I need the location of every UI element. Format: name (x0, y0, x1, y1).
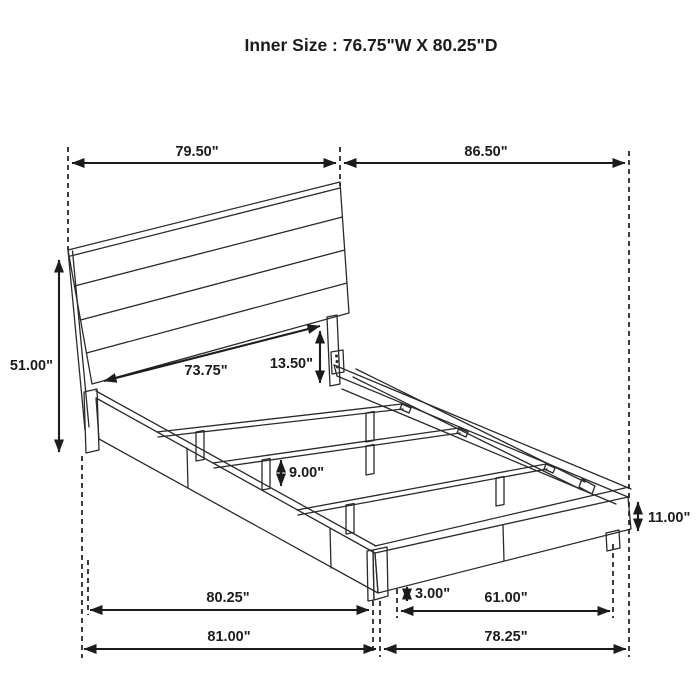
dim-label-overall-length: 81.00" (207, 629, 251, 645)
headboard-plank-line (75, 217, 343, 286)
center-rail-top (356, 369, 585, 482)
foot-rail-top-surface (375, 487, 629, 546)
dim-label-headboard-height: 51.00" (9, 358, 53, 374)
dim-label-top-width-right: 86.50" (464, 144, 508, 160)
left-rail-seam (330, 528, 331, 568)
support-leg (366, 445, 374, 476)
bracket-hole (335, 355, 338, 358)
slat (157, 404, 402, 432)
dimension-annotations (10, 144, 691, 649)
dim-label-rail-height: 11.00" (648, 510, 691, 526)
dim-label-slat-leg-height: 9.00" (289, 465, 325, 481)
slat (297, 464, 546, 510)
bracket-hole (336, 366, 339, 369)
dim-label-footboard-inner-width: 61.00" (484, 590, 528, 606)
right-rail-bottom-edge (337, 376, 628, 497)
foot-rail-seam (503, 525, 504, 561)
support-leg (366, 412, 374, 443)
diagram-title: Inner Size : 76.75"W X 80.25"D (244, 35, 498, 55)
headboard (68, 182, 349, 453)
dim-label-footboard-offset: 3.00" (415, 586, 451, 602)
headboard-top-edge (71, 188, 341, 256)
left-side-rail (96, 391, 378, 593)
foot-rail (375, 487, 631, 593)
extension-lines (68, 147, 629, 658)
headboard-side-edge (73, 251, 90, 427)
center-rail-end-cap (579, 479, 595, 494)
bracket-hole (336, 360, 339, 363)
support-leg (496, 477, 504, 507)
right-side-rail (334, 365, 631, 504)
slat (214, 433, 460, 468)
left-rail-top-surface (96, 391, 376, 546)
dim-label-overall-width: 78.25" (484, 629, 528, 645)
dim-label-headboard-clearance: 13.50" (269, 356, 313, 372)
slat (298, 469, 547, 515)
headboard-plank-line (87, 283, 348, 353)
slat (213, 428, 459, 463)
headboard-plank-line (81, 250, 345, 320)
dim-label-top-width-left: 79.50" (175, 144, 219, 160)
left-rail-face (96, 398, 378, 593)
right-rail-top-edge (334, 365, 631, 489)
left-rail-seam (187, 448, 188, 488)
dim-label-headboard-inner-width: 73.75" (184, 363, 228, 379)
dim-label-side-rail-length: 80.25" (206, 590, 250, 606)
center-rail (331, 350, 595, 494)
headboard-side-edge (68, 250, 85, 430)
slats-and-legs (157, 404, 555, 534)
